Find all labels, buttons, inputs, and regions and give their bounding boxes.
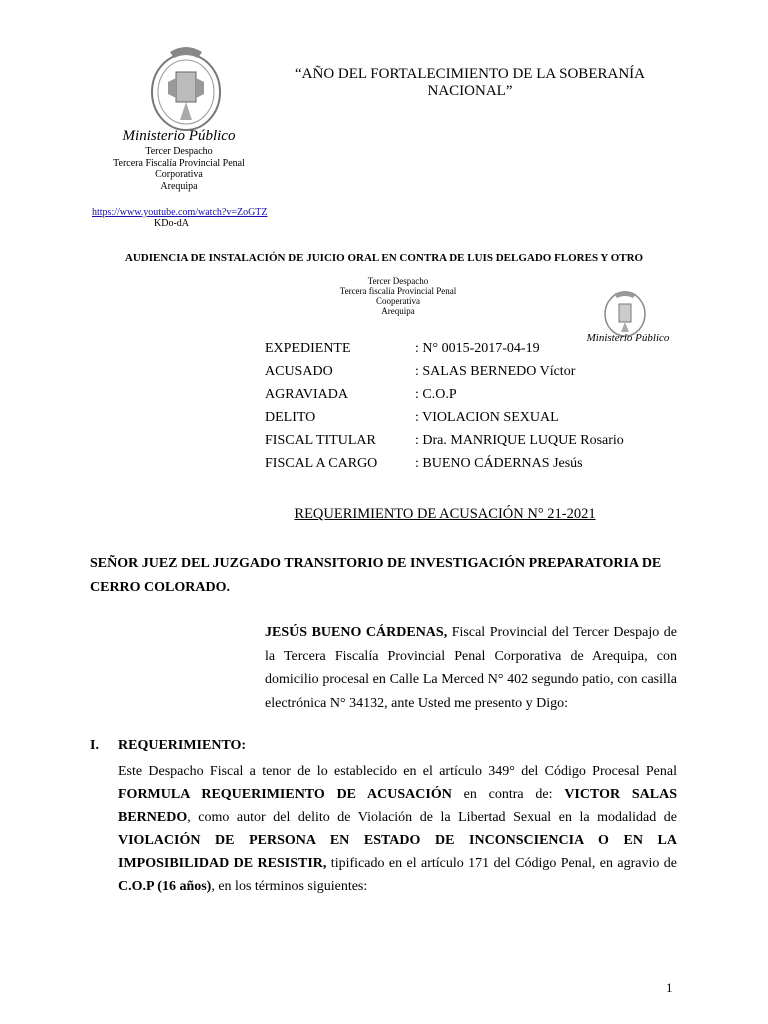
case-row: [265, 406, 624, 429]
body-text: tipificado en el artículo 171 del Código Penal, en agravio de: [326, 856, 677, 871]
case-row: [265, 360, 624, 383]
case-label: EXPEDIENTE: [265, 340, 351, 356]
requerimiento-title: REQUERIMIENTO DE ACUSACIÓN N° 21-2021: [294, 506, 596, 522]
body-bold: VICTOR SALAS BERNEDO: [118, 787, 677, 825]
body-bold: VIOLACIÓN DE PERSONA EN ESTADO DE INCONSCIENCIA O EN LA IMPOSIBILIDAD DE RESISTIR,: [118, 833, 677, 871]
dept-line: Tercer Despacho: [367, 276, 429, 286]
case-value: : C.O.P: [415, 386, 457, 402]
dept-line: Arequipa: [381, 306, 415, 316]
case-details-table: [265, 337, 624, 475]
case-value: : Dra. MANRIQUE LUQUE Rosario: [415, 432, 624, 448]
case-row: [265, 383, 624, 406]
case-row: [265, 337, 624, 360]
page-number: 1: [666, 980, 673, 995]
dept-line: Tercer Despacho: [145, 146, 213, 157]
intro-text: Fiscal Provincial del Tercer Despajo de la Tercera Fiscalía Provincial Penal Corporativa de Arequipa, con domicilio procesal en Calle La Merced N° 402 segundo patio, con casilla electrónica N° 34132, ante Usted me presento y Digo:: [265, 625, 677, 711]
case-label: DELITO: [265, 409, 316, 425]
ministerio-publico-seal: [140, 42, 232, 134]
section-body: [118, 760, 677, 898]
case-row: [265, 429, 624, 452]
case-value: : BUENO CÁDERNAS Jesús: [415, 455, 583, 471]
prosecutor-name: JESÚS BUENO CÁRDENAS,: [265, 625, 448, 640]
case-value: : VIOLACION SEXUAL: [415, 409, 559, 425]
case-value: : SALAS BERNEDO Víctor: [415, 363, 576, 379]
addressee-heading: SEÑOR JUEZ DEL JUZGADO TRANSITORIO DE INVESTIGACIÓN PREPARATORIA DE CERRO COLORADO.: [90, 556, 662, 595]
case-label: ACUSADO: [265, 363, 333, 379]
youtube-link-continuation: KDo-dA: [154, 218, 189, 229]
dept-line: Tercera fiscalía Provincial Penal: [339, 286, 457, 296]
dept-line: Tercera Fiscalía Provincial Penal: [113, 157, 245, 169]
body-text: en contra de:: [451, 787, 565, 802]
case-value: : N° 0015-2017-04-19: [415, 340, 540, 356]
case-row: [265, 452, 624, 475]
section-number: I.: [90, 738, 99, 753]
dept-line: Cooperativa: [376, 296, 420, 306]
year-title: “AÑO DEL FORTALECIMIENTO DE LA SOBERANÍA NACIONAL”: [295, 66, 645, 99]
body-text: Este Despacho Fiscal a tenor de lo establecido en el artículo 349° del Código Procesal Penal: [118, 764, 677, 779]
header-department: [90, 146, 268, 192]
body-text: , como autor del delito de Violación de la Libertad Sexual en la modalidad de: [187, 810, 677, 825]
intro-paragraph: [265, 621, 677, 715]
ministerio-publico-seal-small: [592, 288, 658, 338]
seal-caption: Ministerio Público: [122, 128, 236, 144]
audiencia-heading: AUDIENCIA DE INSTALACIÓN DE JUICIO ORAL EN CONTRA DE LUIS DELGADO FLORES Y OTRO: [124, 252, 644, 264]
dept-line: Corporativa: [155, 169, 203, 180]
case-label: FISCAL TITULAR: [265, 432, 376, 448]
youtube-link[interactable]: https://www.youtube.com/watch?v=ZoGTZ: [92, 207, 268, 218]
seal-caption-small: Ministerio Público: [586, 332, 670, 344]
dept-line: Arequipa: [160, 180, 198, 192]
case-label: FISCAL A CARGO: [265, 455, 378, 471]
second-department-block: [318, 276, 478, 316]
case-label: AGRAVIADA: [265, 386, 348, 402]
body-bold: FORMULA REQUERIMIENTO DE ACUSACIÓN: [118, 787, 452, 802]
body-text: , en los términos siguientes:: [211, 879, 368, 894]
body-bold: C.O.P (16 años): [118, 879, 212, 894]
section-title: REQUERIMIENTO:: [118, 738, 247, 753]
